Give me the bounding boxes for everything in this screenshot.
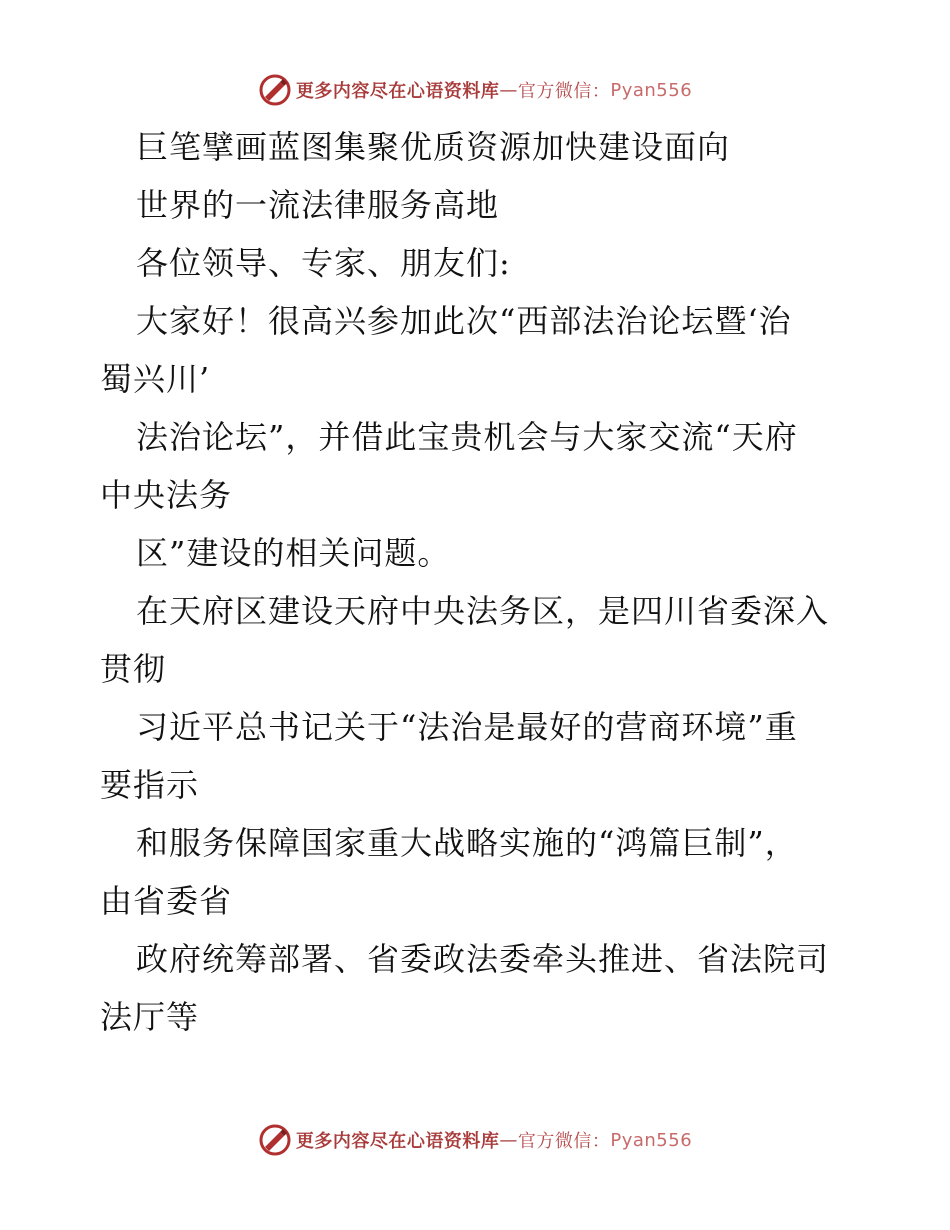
banner-official-label: 官方微信： [517,81,611,102]
doc-line: 区”建设的相关问题。 [136,534,451,572]
doc-line: 习近平总书记关于“法治是最好的营商环境”重 [136,708,798,746]
banner-wechat-id: Pyan556 [610,1129,693,1151]
doc-line: 大家好！很高兴参加此次“西部法治论坛暨‘治 [136,302,792,340]
banner-dash: — [499,79,518,101]
doc-line: 由省委省 [100,882,233,920]
header-banner [0,70,950,110]
doc-line: 各位领导、专家、朋友们: [136,244,511,282]
doc-line: 政府统筹部署、省委政法委牵头推进、省法院司 [136,940,830,978]
pen-in-circle-icon [258,73,292,107]
pen-in-circle-icon [258,1123,292,1157]
doc-line: 在天府区建设天府中央法务区，是四川省委深入 [136,592,830,630]
doc-line: 蜀兴川’ [100,360,211,398]
doc-line: 法治论坛”，并借此宝贵机会与大家交流“天府 [136,418,798,456]
banner-dash: — [499,1129,518,1151]
doc-line: 贯彻 [100,650,167,688]
doc-line: 要指示 [100,766,200,804]
doc-line: 中央法务 [100,476,233,514]
doc-line: 和服务保障国家重大战略实施的“鸿篇巨制”， [136,824,798,862]
banner-main-text: 更多内容尽在心语资料库 [295,1131,500,1152]
doc-line: 巨笔擘画蓝图集聚优质资源加快建设面向 [136,128,731,166]
banner-wechat-id: Pyan556 [610,79,693,101]
banner-official-label: 官方微信： [517,1131,611,1152]
doc-line: 世界的一流法律服务高地 [136,186,500,224]
banner-main-text: 更多内容尽在心语资料库 [295,81,500,102]
doc-line: 法厅等 [100,998,200,1036]
footer-banner [0,1120,950,1160]
